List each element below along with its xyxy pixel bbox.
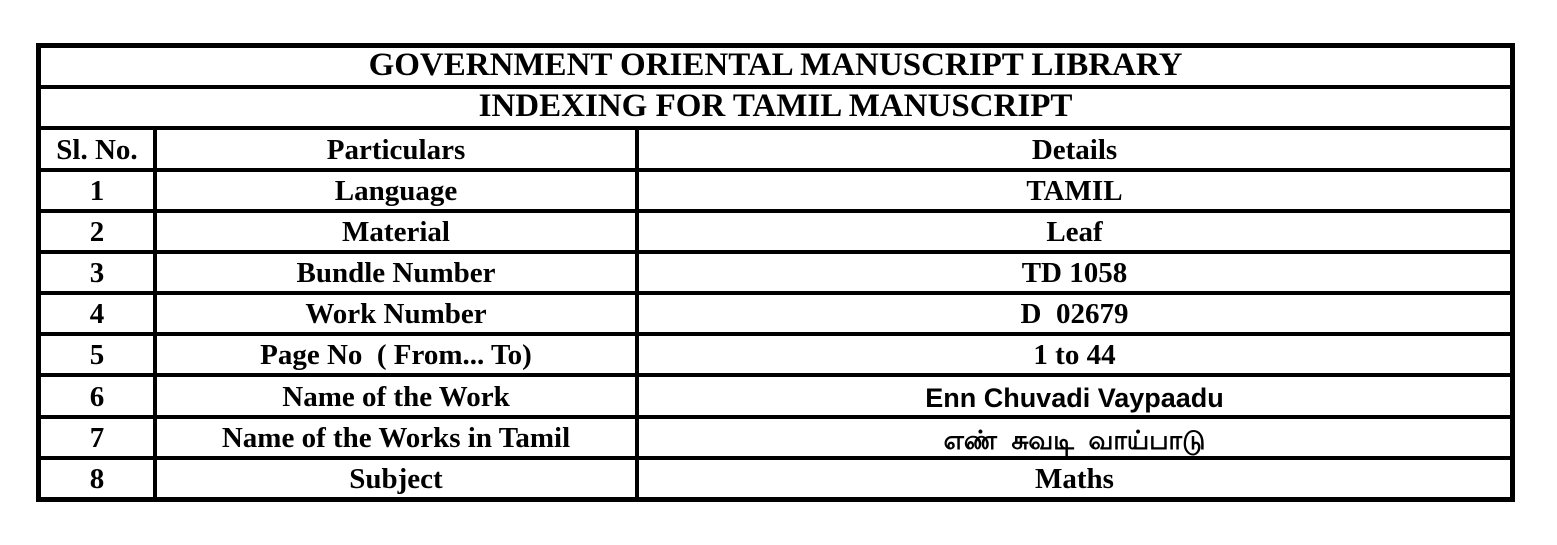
- library-title: GOVERNMENT ORIENTAL MANUSCRIPT LIBRARY: [41, 48, 1510, 85]
- header-particulars: Particulars: [157, 130, 635, 167]
- row-sl-no: 3: [41, 254, 153, 291]
- manuscript-index-table: [36, 43, 1515, 502]
- row-sl-no: 5: [41, 336, 153, 373]
- row-particulars: Language: [157, 172, 635, 209]
- row-details: D 02679: [639, 295, 1510, 332]
- row-details: Maths: [639, 460, 1510, 497]
- row-particulars: Name of the Works in Tamil: [157, 419, 635, 456]
- header-details: Details: [639, 130, 1510, 167]
- index-subtitle: INDEXING FOR TAMIL MANUSCRIPT: [41, 89, 1510, 126]
- row-sl-no: 1: [41, 172, 153, 209]
- row-details: Enn Chuvadi Vaypaadu: [639, 377, 1510, 414]
- row-particulars: Subject: [157, 460, 635, 497]
- row-details: Leaf: [639, 213, 1510, 250]
- row-details: 1 to 44: [639, 336, 1510, 373]
- row-particulars: Bundle Number: [157, 254, 635, 291]
- row-particulars: Name of the Work: [157, 377, 635, 414]
- row-particulars: Material: [157, 213, 635, 250]
- row-particulars: Page No ( From... To): [157, 336, 635, 373]
- row-particulars: Work Number: [157, 295, 635, 332]
- header-sl-no: Sl. No.: [41, 130, 153, 167]
- row-sl-no: 4: [41, 295, 153, 332]
- row-sl-no: 7: [41, 419, 153, 456]
- row-sl-no: 6: [41, 377, 153, 414]
- row-details: TD 1058: [639, 254, 1510, 291]
- row-details-tamil: எண் சுவடி வாய்பாடு: [639, 419, 1510, 456]
- row-sl-no: 8: [41, 460, 153, 497]
- row-details: TAMIL: [639, 172, 1510, 209]
- row-sl-no: 2: [41, 213, 153, 250]
